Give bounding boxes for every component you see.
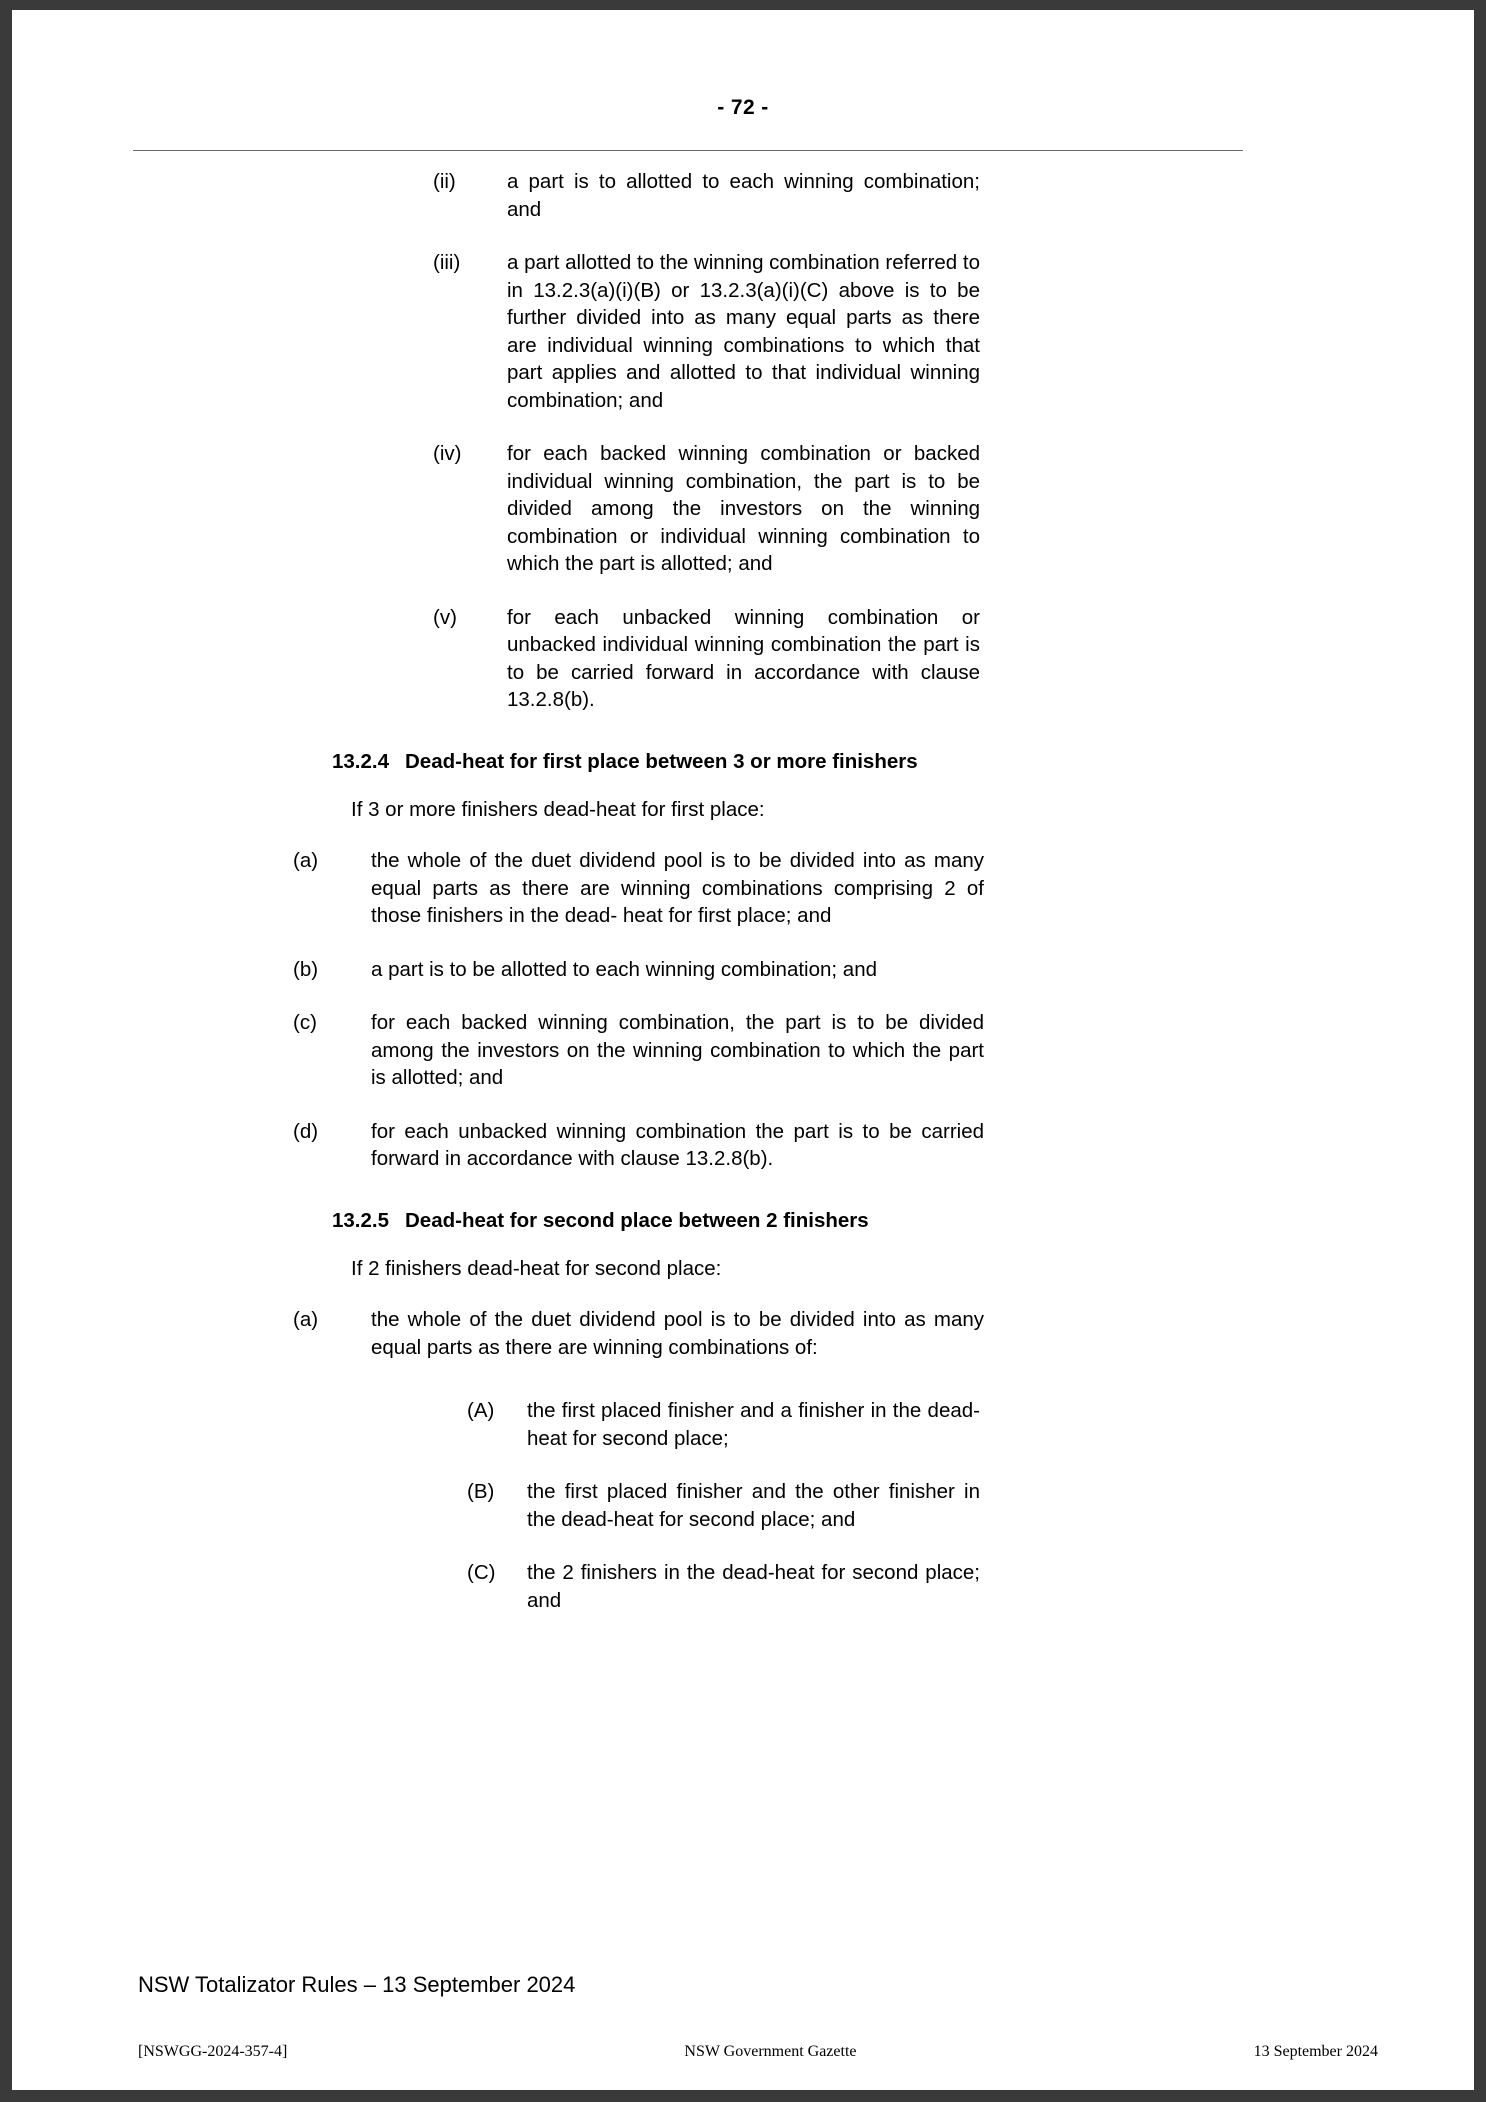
clause-marker: (A): [467, 1399, 495, 1422]
clause-marker: (d): [293, 1119, 319, 1143]
clause-item: [12, 440, 1474, 578]
clause-item: [12, 1009, 1474, 1092]
clause-item: [12, 1478, 1474, 1533]
clause-item: [12, 1397, 1474, 1452]
clause-text: the whole of the duet dividend pool is to be divided into as many equal parts as there are winning combinations of:: [371, 1308, 984, 1359]
section-lead-in: If 3 or more finishers dead-heat for first place:: [351, 797, 765, 821]
clause-item: [12, 168, 1474, 223]
clause-item: [12, 1118, 1474, 1173]
clause-marker: (v): [433, 605, 457, 629]
clause-item: [12, 1559, 1474, 1614]
clause-text: for each backed winning combination, the part is to be divided among the investors on the winning combination to which the part is allotted; and: [371, 1011, 984, 1089]
page-number: - 72 -: [717, 96, 769, 119]
clause-text: for each backed winning combination or backed individual winning combination, the part is to be divided among the investors on the winning combination or individual winning combination to which the part is allotted; and: [507, 442, 980, 575]
clause-item: [12, 847, 1474, 930]
section-heading-1324: [12, 740, 1474, 774]
clause-marker: (C): [467, 1561, 496, 1584]
clause-text: for each unbacked winning combination or unbacked individual winning combination the part is to be carried forward in accordance with clause 13.2.8(b).: [507, 605, 980, 711]
clause-text: a part is to allotted to each winning combination; and: [507, 170, 980, 221]
footer-document-title: NSW Totalizator Rules – 13 September 2024: [138, 1972, 576, 1997]
spacer: [12, 1387, 1474, 1397]
clause-text: a part is to be allotted to each winning combination; and: [371, 957, 877, 981]
clause-text: the 2 finishers in the dead-heat for second place; and: [527, 1561, 980, 1612]
clause-marker: (a): [293, 1308, 319, 1331]
gazette-date: 13 September 2024: [1253, 2043, 1378, 2060]
clause-item: [12, 956, 1474, 984]
header-divider: [133, 150, 1243, 151]
clause-marker: (c): [293, 1011, 317, 1034]
section-heading-1325: [12, 1199, 1474, 1233]
clause-text: the whole of the duet dividend pool is to be divided into as many equal parts as there are winning combinations comprising 2 of those finishers in the dead- heat for first place; and: [371, 849, 984, 927]
document-page: [12, 10, 1474, 2090]
clause-text: the first placed finisher and the other finisher in the dead-heat for second place; and: [527, 1480, 980, 1531]
clause-marker: (B): [467, 1480, 495, 1503]
clause-marker: (iv): [433, 442, 462, 465]
clause-text: for each unbacked winning combination the part is to be carried forward in accordance with clause 13.2.8(b).: [371, 1119, 984, 1170]
clause-marker: (ii): [433, 170, 456, 193]
clause-item: [12, 1306, 1474, 1361]
clause-marker: (a): [293, 849, 319, 872]
clause-marker: (b): [293, 957, 319, 981]
clause-marker: (iii): [433, 251, 461, 274]
clause-text: a part allotted to the winning combination referred to in 13.2.3(a)(i)(B) or 13.2.3(a)(i)(C) above is to be further divided into as many equal parts as there are individual winning combinations to which that part applies and allotted to that individual winning combination; and: [507, 251, 980, 412]
clause-item: [12, 249, 1474, 414]
section-number: 13.2.4: [332, 749, 389, 773]
page-content: [12, 168, 1474, 1640]
gazette-footer: [138, 2043, 1378, 2061]
gazette-name: NSW Government Gazette: [684, 2043, 857, 2060]
gazette-reference: [NSWGG-2024-357-4]: [138, 2043, 288, 2060]
section-title: Dead-heat for first place between 3 or more finishers: [405, 749, 918, 773]
section-title: Dead-heat for second place between 2 finishers: [405, 1208, 869, 1232]
section-lead-in: If 2 finishers dead-heat for second place:: [351, 1256, 722, 1280]
section-number: 13.2.5: [332, 1208, 389, 1232]
clause-text: the first placed finisher and a finisher in the dead-heat for second place;: [527, 1399, 980, 1450]
clause-item: [12, 604, 1474, 714]
